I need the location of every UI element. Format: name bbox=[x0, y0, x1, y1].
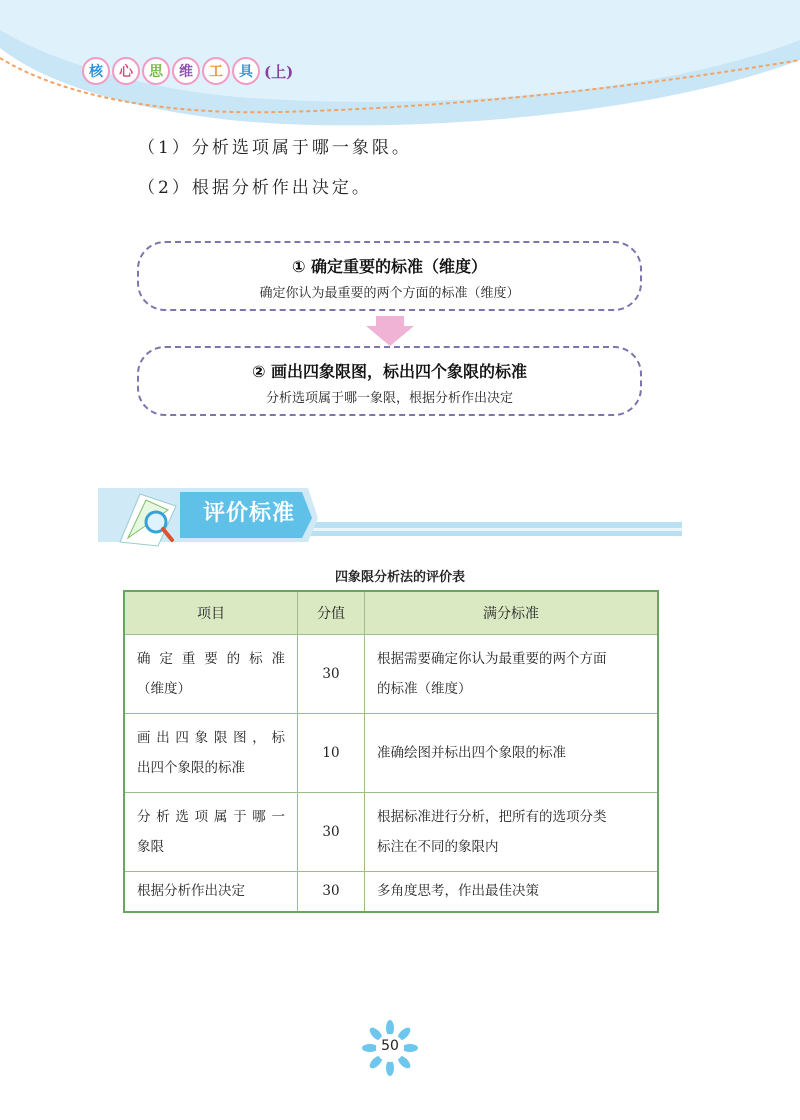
table-row bbox=[124, 635, 658, 714]
flow-box-2-subtitle: 分析选项属于哪一象限，根据分析作出决定 bbox=[265, 391, 513, 406]
item-line: （维度） bbox=[137, 681, 191, 697]
table-row bbox=[124, 714, 658, 793]
criteria-line: 准确绘图并标出四个象限的标准 bbox=[377, 745, 566, 761]
criteria-line: 根据需要确定你认为最重要的两个方面 bbox=[377, 651, 607, 667]
item-line: 根据分析作出决定 bbox=[137, 883, 245, 900]
item-line: 分析选项属于哪一 bbox=[137, 809, 285, 825]
item-cell bbox=[124, 872, 298, 912]
item-cell bbox=[124, 714, 298, 793]
series-suffix: (上) bbox=[264, 62, 294, 81]
item-line: 画出四象限图，标 bbox=[137, 730, 285, 746]
table-row bbox=[124, 872, 658, 912]
item-line: 出四个象限的标准 bbox=[137, 760, 245, 776]
series-char: 维 bbox=[172, 57, 200, 85]
item-cell bbox=[124, 635, 298, 714]
series-char: 具 bbox=[232, 57, 260, 85]
page-number: 50 bbox=[381, 1038, 399, 1054]
flow-box-2-title: ② 画出四象限图，标出四个象限的标准 bbox=[251, 362, 528, 381]
column-header-item: 项目 bbox=[124, 591, 298, 635]
criteria-cell bbox=[365, 872, 659, 912]
criteria-line: 标注在不同的象限内 bbox=[377, 839, 499, 855]
flow-box-1-subtitle: 确定你认为最重要的两个方面的标准（维度） bbox=[259, 286, 520, 301]
item-cell bbox=[124, 793, 298, 872]
criteria-cell bbox=[365, 635, 659, 714]
score-cell: 30 bbox=[298, 872, 365, 912]
page-number-badge bbox=[362, 1020, 418, 1076]
flow-box-2 bbox=[137, 346, 642, 416]
criteria-line: 的标准（维度） bbox=[377, 681, 472, 697]
item-line: 确定重要的标准 bbox=[137, 651, 285, 667]
flow-box-1 bbox=[137, 241, 642, 311]
series-char: 核 bbox=[82, 57, 110, 85]
series-char: 心 bbox=[112, 57, 140, 85]
flow-box-1-title: ① 确定重要的标准（维度） bbox=[291, 257, 488, 276]
step-1-text: （1）分析选项属于哪一象限。 bbox=[138, 138, 412, 158]
column-header-score: 分值 bbox=[298, 591, 365, 635]
table-row bbox=[124, 793, 658, 872]
score-cell: 30 bbox=[298, 635, 365, 714]
item-line: 象限 bbox=[137, 839, 164, 855]
step-2-text: （2）根据分析作出决定。 bbox=[138, 178, 372, 198]
criteria-line: 多角度思考，作出最佳决策 bbox=[377, 883, 539, 900]
section-title: 评价标准 bbox=[203, 501, 296, 526]
column-header-criteria: 满分标准 bbox=[365, 591, 659, 635]
section-header-banner bbox=[0, 480, 800, 550]
criteria-cell bbox=[365, 793, 659, 872]
down-arrow-icon bbox=[366, 316, 414, 346]
criteria-cell bbox=[365, 714, 659, 793]
score-cell: 30 bbox=[298, 793, 365, 872]
table-title: 四象限分析法的评价表 bbox=[334, 570, 465, 585]
series-char: 思 bbox=[142, 57, 170, 85]
table-header-row bbox=[124, 591, 658, 635]
evaluation-table bbox=[123, 590, 659, 913]
series-char: 工 bbox=[202, 57, 230, 85]
criteria-line: 根据标准进行分析，把所有的选项分类 bbox=[377, 809, 607, 825]
series-title bbox=[82, 57, 293, 85]
score-cell: 10 bbox=[298, 714, 365, 793]
